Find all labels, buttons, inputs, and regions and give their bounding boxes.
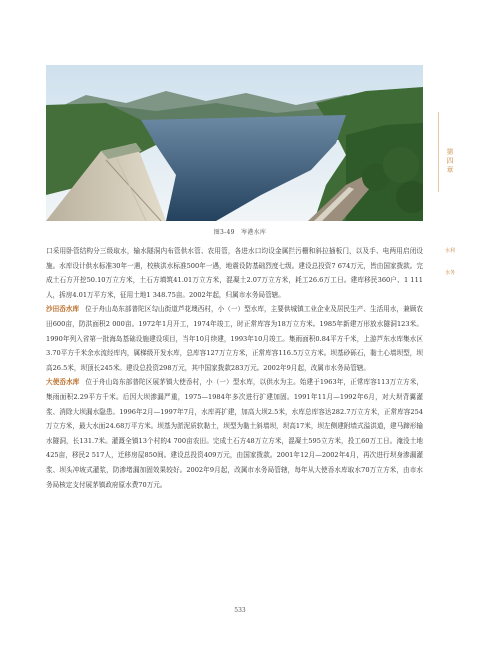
reservoir-landscape	[46, 65, 423, 221]
reservoir-photo	[46, 65, 423, 221]
section-title-shatianao: 沙田岙水库	[46, 305, 80, 314]
sidebar-label-water-affairs: 水务	[445, 270, 456, 276]
body-text	[46, 244, 423, 492]
section-title-dashiao: 大使岙水库	[46, 378, 80, 387]
sidebar-divider	[438, 112, 439, 192]
paragraph-shatianao	[46, 302, 423, 375]
sidebar-label-water-conservancy: 水利	[445, 248, 456, 254]
chapter-label: 第四章	[446, 148, 454, 174]
paragraph-continuation: 口采用卧管结构分三级取水，输水隧洞内布管供水管、农用管，各进水口均设金属拦污栅和斜拉插板门，以及手、电两用启闭设施。水库设计供水标准30年一遇，校核洪水标准500年一遇，地震设防基础烈度七级。建设总投资7 674万元，皆由国家拨款。完成土石方开挖50.10万立方米，土石方填筑41.01万立方米，混凝土2.07万立方米，耗工26.6万工日。建库移民360户、1 111人，拆房4.01万平方米，征用土地1 348.75亩。2002年起，归属市水务局管辖。	[46, 247, 423, 299]
paragraph-dashiao	[46, 375, 423, 492]
section-body-dashiao: 位于舟山岛东部普陀区展茅镇大使岙村，小（一）型水库，以供水为主。始建于1963年，正常库容113万立方米，集雨面积2.29平方千米。后因大坝渗漏严重，1975—1984年多次进行扩建加固。1991年11月—1992年6月，对大坝背翼灌浆、消除大坝漏水隐患。1996年2月—1997年7月，水库再扩建，加高大坝2.5米，水库总库容达282.7万立方米，正常库容254万立方米，最大水面24.68万平方米。坝基为淤泥质软黏土，坝型为黏土斜墙坝，坝高17米，坝左侧建附墙式溢洪道，建马蹄形输水隧洞，长131.7米。灌溉全镇13个村的4 700亩农田。完成土石方48万立方米，混凝土595立方米，投工60万工日。淹没土地425亩，移民2 517人，迁移房屋850间。建设总投资409万元，由国家拨款。2001年12月—2002年4月，再次进行坝身渗漏灌浆、坝头冲坡式灌浆，防渗堵漏加固效果较好。2002年9月起，改属市水务局管辖，每年从大使岙水库取水70万立方米，由市水务局核定支付展茅镇政府原水费70万元。	[46, 378, 423, 489]
figure-caption: 图3-49 岑港水库	[213, 229, 267, 236]
page-number: 533	[234, 607, 246, 614]
section-body-shatianao: 位于舟山岛东部普陀区勾山街道芦花墺西村，小（一）型水库，主要供城镇工业企业及居民生产、生活用水，兼顾农田600亩，防洪面积2 000亩。1972年1月开工，1974年竣工，时正常库容为18万立方米。1985年新建万形放水隧洞123米。1990年列入省第一批海岛基础设施建设项目，当年10月续建，1993年10月竣工。集雨面积0.84平方千米，上游芦东水库集水区3.70平方千米余水流经库内，属梯级开发水库，总库容127万立方米，正常库容116.5万立方米。坝基砂砾石，黏土心墙坝型，坝高26.5米，坝顶长245米。建设总投资298万元，其中国家拨款283万元。2002年9月起，改属市水务局管辖。	[46, 305, 424, 372]
